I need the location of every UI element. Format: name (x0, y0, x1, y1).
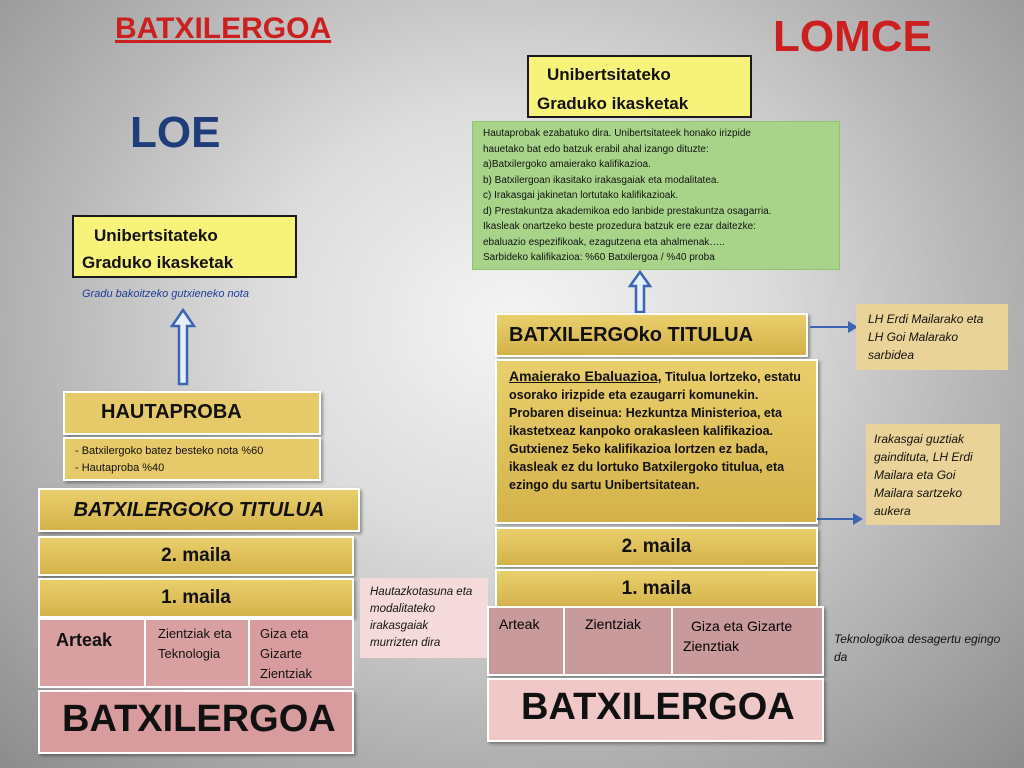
left-maila2: 2. maila (38, 536, 354, 576)
right-arrow-icon (815, 510, 865, 528)
right-modalities-row (487, 606, 824, 676)
criteria-line-1: Hautaprobak ezabatuko dira. Unibertsitateek honako irizpide (483, 128, 751, 139)
technology-note: Teknologikoa desagertu egingo da (834, 632, 1001, 664)
left-up-arrow-icon (170, 308, 196, 386)
final-evaluation-title: Amaierako Ebaluazioa, (509, 368, 662, 384)
loe-title: LOE (130, 108, 221, 157)
criteria-line-6: d) Prestakuntza akademikoa edo lanbide prestakuntza osagarria. (483, 205, 772, 217)
right-up-arrow-icon (628, 270, 652, 314)
criteria-line-2: hauetako bat edo batzuk erabil ahal izango dituzte: (483, 143, 709, 155)
left-modality-arteak: Arteak (40, 620, 146, 686)
criteria-line-4: b) Batxilergoan ikasitako irakasgaiak eta modalitatea. (483, 174, 720, 186)
right-titulua-box: BATXILERGOko TITULUA (495, 313, 808, 357)
right-modality-zientziak: Zientziak (565, 608, 673, 674)
left-maila1: 1. maila (38, 578, 354, 618)
left-university-line2: Graduko ikasketak (82, 253, 234, 272)
right-university-box (527, 55, 752, 118)
criteria-line-7: Ikasleak onartzeko beste prozedura batzuk ere ezar daitezke: (483, 221, 756, 232)
criteria-line-5: c) Irakasgai jakinetan lortutako kalifikazioak. (483, 190, 679, 201)
grade-note: Gradu bakoitzeko gutxieneko nota (82, 288, 249, 300)
hautaproba-item-1: - Batxilergoko batez besteko nota %60 (75, 445, 264, 457)
left-modality-zientziak: Zientziak eta Teknologia (146, 620, 250, 686)
left-university-box (72, 215, 297, 278)
criteria-line-3: a)Batxilergoko amaierako kalifikazioa. (483, 159, 651, 170)
hautaproba-item-2: - Hautaproba %40 (75, 462, 165, 474)
left-titulua-box: BATXILERGOKO TITULUA (38, 488, 360, 532)
left-modality-giza: Giza eta Gizarte Zientziak (260, 626, 313, 681)
criteria-line-8: ebaluazio espezifikoak, ezagutzena eta ahalmenak….. (483, 236, 725, 248)
right-university-line2: Graduko ikasketak (537, 94, 689, 113)
right-maila1: 1. maila (495, 569, 818, 609)
final-evaluation-box (495, 359, 818, 524)
left-base-box: BATXILERGOA (38, 690, 354, 754)
lomce-title: LOMCE (773, 12, 932, 61)
final-evaluation-text: Titulua lortzeko, estatu osorako irizpide eta ezaugarri komunekin. Probaren diseinua: Hezkuntza Ministerioa, eta ikastetxeaz kanpoko orakasleen kalifikazioa. Gutxienez 5eko kalifikazioa lortzen ez bada, ikasleak ez du lortuko Batxilergoko titulua, eta ezingo du sartu Unibertsitatean. (509, 370, 801, 492)
right-modality-giza: Giza eta Gizarte Zienztiak (683, 618, 793, 654)
right-modality-arteak: Arteak (489, 608, 565, 674)
hautaproba-details (63, 437, 321, 481)
right-maila2: 2. maila (495, 527, 818, 567)
right-arrow-icon (808, 318, 860, 336)
hautaproba-box: HAUTAPROBA (63, 391, 321, 435)
access-criteria-box (472, 121, 840, 270)
criteria-line-9: Sarbideko kalifikazioa: %60 Batxilergoa / %40 proba (483, 252, 715, 263)
left-modalities-row (38, 618, 354, 688)
subjects-passed-note: Irakasgai guztiak gaindituta, LH Erdi Mailara eta Goi Mailara sartzeko aukera (866, 424, 1000, 525)
middle-note: Hautazkotasuna eta modalitateko irakasgaiak murrizten dira (360, 578, 488, 658)
lh-access-note: LH Erdi Mailarako eta LH Goi Malarako sarbidea (856, 304, 1008, 370)
right-base-box: BATXILERGOA (487, 678, 824, 742)
left-header: BATXILERGOA (115, 12, 332, 45)
left-university-line1: Unibertsitateko (94, 226, 218, 245)
right-university-line1: Unibertsitateko (547, 65, 671, 84)
